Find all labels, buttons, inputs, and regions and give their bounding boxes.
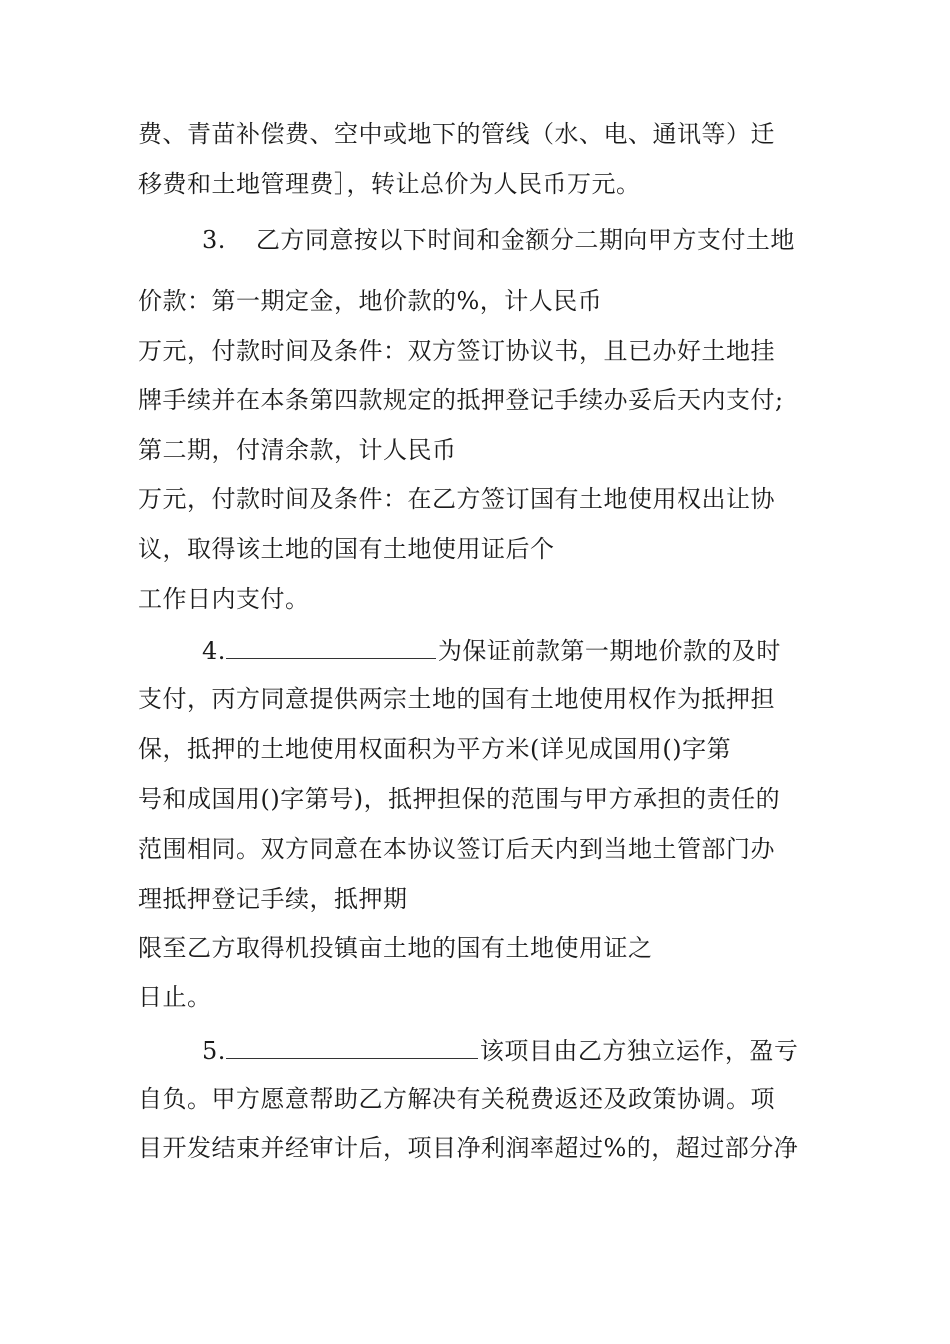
text-line-18: 日止。	[138, 983, 212, 1011]
text-line-6: 牌手续并在本条第四款规定的抵押登记手续办妥后天内支付;	[138, 386, 784, 414]
text-line-2: 移费和土地管理费］，转让总价为人民币万元。	[138, 170, 641, 198]
text-line-15: 范围相同。双方同意在本协议签订后天内到当地土管部门办	[138, 835, 775, 863]
clause-4-text: 为保证前款第一期地价款的及时	[437, 637, 781, 665]
clause-5-text: 该项目由乙方独立运作，盈亏	[479, 1037, 799, 1065]
text-line-17: 限至乙方取得机投镇亩土地的国有土地使用证之	[138, 934, 653, 962]
clause-3-line-1	[202, 225, 795, 255]
text-line-20: 自负。甲方愿意帮助乙方解决有关税费返还及政策协调。项	[138, 1085, 775, 1113]
clause-5-number: 5.	[202, 1037, 226, 1065]
text-line-1: 费、青苗补偿费、空中或地下的管线（水、电、通讯等）迁	[138, 120, 775, 148]
text-line-9: 议，取得该土地的国有土地使用证后个	[138, 535, 555, 563]
text-line-4: 价款：第一期定金，地价款的%，计人民币	[138, 287, 603, 315]
clause-5-line-1	[202, 1034, 798, 1066]
clause-4-number: 4.	[202, 637, 226, 665]
text-line-21: 目开发结束并经审计后，项目净利润率超过%的，超过部分净	[138, 1134, 799, 1162]
clause-4-line-1	[202, 634, 781, 666]
text-line-13: 保，抵押的土地使用权面积为平方米(详见成国用()字第	[138, 735, 732, 763]
text-line-16: 理抵押登记手续，抵押期	[138, 885, 408, 913]
clause-4-blank	[226, 634, 436, 659]
text-line-7: 第二期，付清余款，计人民币	[138, 436, 457, 464]
text-line-8: 万元，付款时间及条件：在乙方签订国有土地使用权出让协	[138, 485, 775, 513]
clause-3-text: 乙方同意按以下时间和金额分二期向甲方支付土地	[255, 226, 795, 254]
text-line-5: 万元，付款时间及条件：双方签订协议书，且已办好土地挂	[138, 337, 775, 365]
text-line-12: 支付，丙方同意提供两宗土地的国有土地使用权作为抵押担	[138, 685, 775, 713]
clause-3-number: 3.	[202, 226, 226, 254]
text-line-14: 号和成国用()字第号)，抵押担保的范围与甲方承担的责任的	[138, 785, 781, 813]
clause-5-blank	[226, 1034, 478, 1059]
text-line-10: 工作日内支付。	[138, 585, 310, 613]
